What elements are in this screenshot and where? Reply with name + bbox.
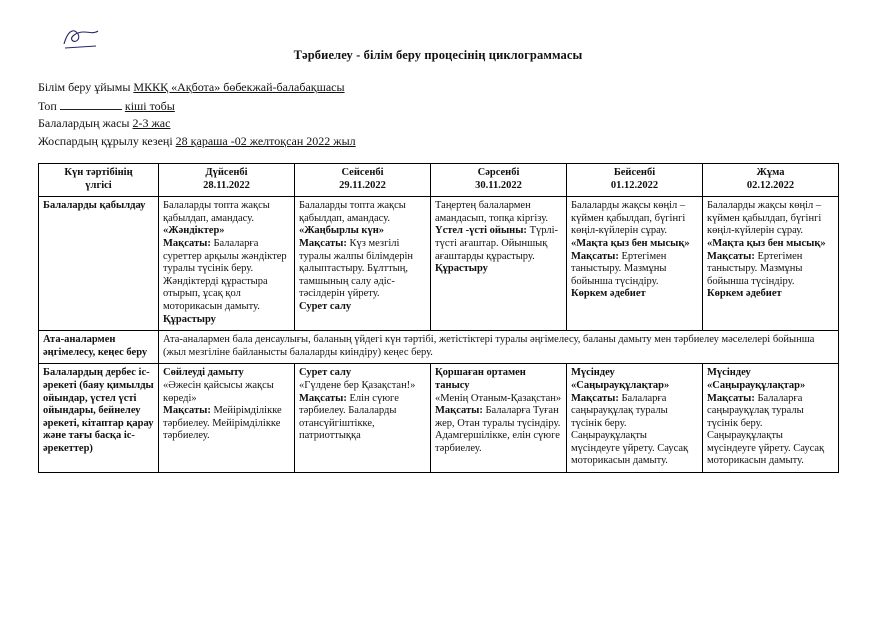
handwritten-signature [62, 26, 100, 50]
cell-reception-thursday: Балаларды жақсы көңіл – күймен қабылдап, бүгінгі көңіл-күйлерін сұрау. «Мақта қыз бен мысық» Мақсаты: Ертегімен таныстыру. Мазмұны бойынша түсіндіру. Көркем әдебиет [567, 197, 703, 331]
meta-value-group: кіші тобы [124, 98, 175, 113]
row-header-independent-activity: Балалардың дербес іс-әрекеті (баяу қимылды ойындар, үстел үсті ойындары, бейнелеу әрекеті, кітаптар қарау және тағы басқа іс-әрекеттер) [39, 364, 159, 473]
meta-value-age: 2-3 жас [132, 116, 171, 130]
page-title: Тәрбиелеу - білім беру процесінің циклограммасы [293, 48, 583, 62]
row-header-reception: Балаларды қабылдау [39, 197, 159, 331]
cell-reception-tuesday: Балаларды топта жақсы қабылдап, амандасу. «Жаңбырлы күн» Мақсаты: Күз мезгілі туралы жалпы білімдерін қалыптастыру. Бұлттың, тамшының салу әдіс-тәсілдерін үйрету. Сурет салу [295, 197, 431, 331]
cell-activity-tuesday: Сурет салу «Гүлдене бер Қазақстан!» Мақсаты: Елін сүюге тәрбиелеу. Балаларды отансүйгіштікке, патриоттыққа [295, 364, 431, 473]
cell-reception-wednesday: Таңертең балалармен амандасып, топқа кіргізу. Үстел -үсті ойыны: Түрлі-түсті ағаштар. Ойыншық ағаштарды құрастыру. Құрастыру [431, 197, 567, 331]
column-header-wednesday: Сәрсенбі 30.11.2022 [431, 164, 567, 197]
table-row [39, 197, 839, 331]
meta-value-organization: МККҚ «Ақбота» бөбекжай-балабақшасы [133, 80, 345, 94]
cell-parents-merged: Ата-аналармен бала денсаулығы, баланың үйдегі күн тәртібі, жетістіктері туралы әңгімелесу, баланы дамыту мен тәрбиелеу мәселелері бойынша (жыл мезгіліне байланысты балаларды киіндіру) кеңес беру. [159, 331, 839, 364]
meta-value-period: 28 қараша -02 желтоқсан 2022 жыл [175, 133, 356, 148]
meta-label-period: Жоспардың құрылу кезеңі [38, 133, 173, 148]
row-header-parents: Ата-аналармен әңгімелесу, кеңес беру [39, 331, 159, 364]
cell-activity-thursday: Мүсіндеу «Саңырауқұлақтар» Мақсаты: Балаларға саңырауқұлақ туралы түсінік беру. Саңырауқұлақты мүсіндеуге үйрету. Саусақ моторикасын дамыту. [567, 364, 703, 473]
meta-row-group [38, 97, 876, 115]
meta-label-age: Балалардың жасы [38, 116, 130, 130]
column-header-friday: Жұма 02.12.2022 [703, 164, 839, 197]
cell-reception-friday: Балаларды жақсы көңіл – күймен қабылдап, бүгінгі көңіл-күйлерін сұрау. «Мақта қыз бен мысық» Мақсаты: Ертегімен таныстыру. Мазмұны бойынша түсіндіру. Көркем әдебиет [703, 197, 839, 331]
meta-row-age [38, 115, 876, 132]
cell-reception-monday: Балаларды топта жақсы қабылдап, амандасу. «Жәндіктер» Мақсаты: Балаларға суреттер арқылы жәндіктер туралы түсінік беру. Жәндіктерді құрастыра отырып, ұсақ қол моторикасын дамыту. Құрастыру [159, 197, 295, 331]
table-row [39, 364, 839, 473]
column-header-regime: Күн тәртібінің үлгісі [39, 164, 159, 197]
cell-activity-friday: Мүсіндеу «Саңырауқұлақтар» Мақсаты: Балаларға саңырауқұлақ туралы түсінік беру. Саңырауқұлақты мүсіндеуге үйрету. Саусақ моторикасын дамыту. [703, 364, 839, 473]
meta-row-period [38, 133, 876, 150]
cell-activity-monday: Сөйлеуді дамыту «Әжесін қайсысы жақсы көреді» Мақсаты: Мейірімділікке тәрбиелеу. Мейірімділікке тәрбиелеу. [159, 364, 295, 473]
document-meta [38, 79, 876, 149]
table-row [39, 331, 839, 364]
meta-label-group: Топ [38, 98, 57, 113]
meta-label-organization: Білім беру ұйымы [38, 80, 131, 94]
cyclogram-table [38, 163, 839, 473]
cell-activity-wednesday: Қоршаған ортамен танысу «Менің Отаным-Қазақстан» Мақсаты: Балаларға Туған жер, Отан туралы түсіндіру. Адамгершілікке, елін сүюге тәрбиелеу. [431, 364, 567, 473]
column-header-monday: Дүйсенбі 28.11.2022 [159, 164, 295, 197]
column-header-tuesday: Сейсенбі 29.11.2022 [295, 164, 431, 197]
column-header-thursday: Бейсенбі 01.12.2022 [567, 164, 703, 197]
meta-row-organization [38, 79, 876, 96]
table-header-row [39, 164, 839, 197]
meta-blank-group [60, 97, 122, 110]
